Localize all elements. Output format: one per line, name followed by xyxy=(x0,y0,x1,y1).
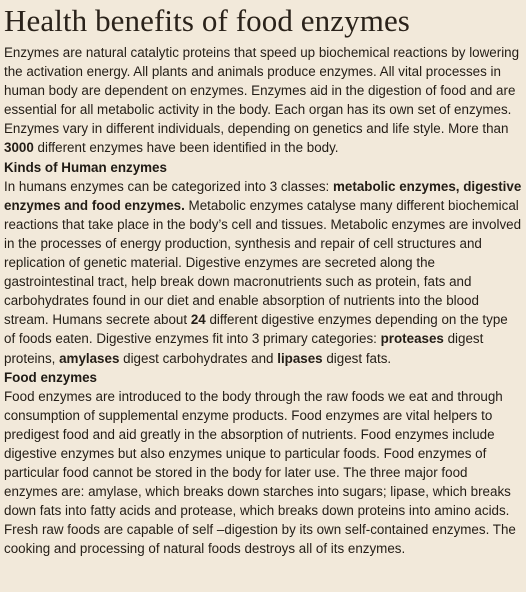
kinds-text-1: In humans enzymes can be categorized into 3 classes: xyxy=(4,178,333,194)
enzyme-count: 3000 xyxy=(4,140,34,156)
food-paragraph: Food enzymes are introduced to the body through the raw foods we eat and through consumption of supplemental enzyme products. Food enzymes are vital helpers to predigest food and aid greatly in the absorption of nutrients. Food enzymes include digestive enzymes but also enzymes unique to particular foods. Food enzymes of particular food cannot be stored in the body for later use. The three major food enzymes are: amylase, which breaks down starches into sugars; lipase, which breaks down fats into fatty acids and protease, which breaks down proteins into amino acids. Fresh raw foods are capable of self –digestion by its own self-contained enzymes. The cooking and processing of natural foods destroys all of its enzymes. xyxy=(4,388,516,557)
page-title: Health benefits of food enzymes xyxy=(4,3,410,38)
kinds-paragraph xyxy=(4,177,522,368)
kinds-text-6: digest fats. xyxy=(322,350,392,366)
kinds-text-3: different digestive enzymes depending on the type of foods eaten. Digestive enzymes fit into 3 primary categories: xyxy=(4,312,508,347)
intro-paragraph xyxy=(4,43,522,158)
intro-text-2: different enzymes have been identified in the body. xyxy=(33,140,339,156)
kinds-heading: Kinds of Human enzymes xyxy=(4,159,167,175)
intro-text-1: Enzymes are natural catalytic proteins that speed up biochemical reactions by lowering the activation energy. All plants and animals produce enzymes. All vital processes in human body are dependent on enzymes. Enzymes aid in the digestion of food and are essential for all metabolic activity in the body. Each organ has its own set of enzymes. Enzymes vary in different individuals, depending on genetics and life style. More than xyxy=(4,45,520,137)
digestive-count: 24 xyxy=(190,312,206,328)
kinds-text-4: digest proteins, xyxy=(4,331,484,366)
lipases-term: lipases xyxy=(277,350,323,366)
kinds-text-5: digest carbohydrates and xyxy=(119,350,278,366)
kinds-text-2: Metabolic enzymes catalyse many different biochemical reactions that take place in the body’s cell and tissues. Metabolic enzymes are involved in the processes of energy production, synthesis and repair of cell structures and replication of genetic material. Digestive enzymes are secreted along the gastrointestinal tract, help break down macronutrients such as protein, fats and carbohydrates found in our diet and enable absorption of nutrients into the blood stream. Humans secrete about xyxy=(4,197,522,328)
food-heading: Food enzymes xyxy=(4,369,98,385)
enzyme-classes: metabolic enzymes, digestive enzymes and food enzymes. xyxy=(4,178,522,213)
amylases-term: amylases xyxy=(59,350,120,366)
proteases-term: proteases xyxy=(380,331,444,347)
